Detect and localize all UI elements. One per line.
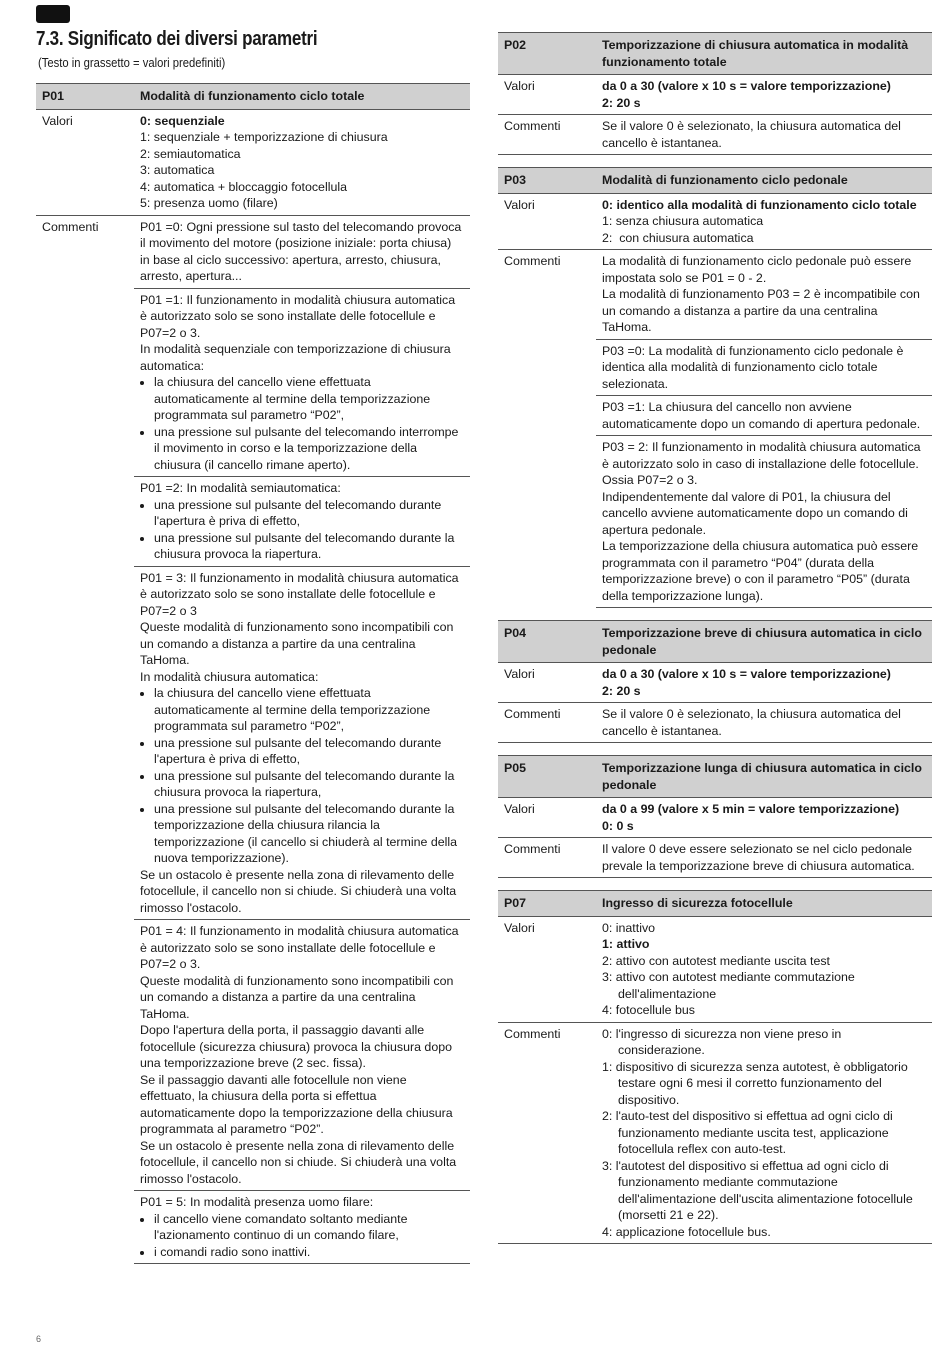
values-label: Valori	[36, 109, 134, 215]
bullet-item: • i comandi radio sono inattivi.	[154, 1244, 464, 1261]
comment-text: Dopo l'apertura della porta, il passaggio davanti alle fotocellule (sicurezza chiusura) provoca la chiusura dopo una temporizzazione breve (2 sec. fissa).	[140, 1023, 456, 1070]
comment-item: 1: dispositivo di sicurezza senza autotest, è obbligatorio testare ogni 6 mesi il corretto funzionamento del dispositivo.	[602, 1059, 908, 1107]
right-column	[498, 32, 932, 1244]
section-title: 7.3. Significato dei diversi parametri	[36, 28, 318, 50]
comment-text: La modalità di funzionamento ciclo pedonale può essere impostata solo se P01 = 0 - 2.	[602, 254, 915, 285]
comment-p01-2	[134, 477, 470, 567]
values-cell	[596, 75, 932, 115]
comments-label: Commenti	[498, 115, 596, 155]
page-number: 6	[36, 1334, 42, 1344]
value-item: 1: senza chiusura automatica	[602, 214, 764, 228]
comment-p01-1	[134, 288, 470, 477]
param-title: Ingresso di sicurezza fotocellule	[596, 891, 932, 917]
comment-item: 3: l'autotest del dispositivo si effettua ad ogni ciclo di funzionamento mediante commutazione dell'alimentazione dell'uscita alimentazione fotocellule (morsetti 21 e 22).	[602, 1158, 913, 1222]
value-item: 5: presenza uomo (filare)	[140, 196, 278, 210]
bullet-item: • una pressione sul pulsante del telecomando durante l'apertura è priva di effetto,	[154, 735, 464, 768]
comment-p01-4	[134, 920, 470, 1191]
values-cell	[596, 916, 932, 1022]
comment-text: P01 = 3: Il funzionamento in modalità chiusura automatica è autorizzato solo se sono installate delle fotocellule e P07=2 o 3	[140, 570, 463, 618]
bullet-item: • una pressione sul pulsante del telecomando interrompe il movimento in corso e la temporizzazione della chiusura (il cancello rimane aperto).	[154, 424, 464, 474]
value-item: 0: inattivo	[602, 920, 656, 935]
param-title: Modalità di funzionamento ciclo totale	[134, 84, 470, 110]
param-code: P04	[498, 621, 596, 663]
param-table-p01	[36, 83, 470, 1264]
value-default: 1: attivo	[602, 937, 650, 951]
bullet-item: • il cancello viene comandato soltanto mediante l'azionamento continuo di un comando filare,	[154, 1211, 464, 1244]
value-item: 2: semiautomatica	[140, 146, 241, 161]
values-label: Valori	[498, 798, 596, 838]
comment-text: P03 = 2: Il funzionamento in modalità chiusura automatica è autorizzato solo in caso di installazione delle fotocellule. Ossia P07=2 o 3.	[602, 440, 925, 487]
comment-p03-a	[596, 250, 932, 340]
param-title: Temporizzazione breve di chiusura automatica in ciclo pedonale	[596, 621, 932, 663]
values-cell	[596, 193, 932, 250]
section-subtitle: (Testo in grassetto = valori predefiniti)	[38, 56, 226, 70]
comment-text: P01 = 5: In modalità presenza uomo filare:	[140, 1195, 374, 1209]
param-table-p03	[498, 167, 932, 608]
value-default: 0: identico alla modalità di funzionamento ciclo totale	[602, 197, 917, 212]
comment-text: Queste modalità di funzionamento sono incompatibili con un comando a distanza a partire da una centralina TaHoma.	[140, 620, 457, 667]
comment-text: In modalità sequenziale con temporizzazione di chiusura automatica:	[140, 342, 455, 373]
bullet-item: • una pressione sul pulsante del telecomando durante l'apertura è priva di effetto,	[154, 497, 464, 530]
comment-text: P01 = 4: Il funzionamento in modalità chiusura automatica è autorizzato solo se sono installate delle fotocellule e P07=2 o 3.	[140, 924, 463, 971]
left-column	[36, 83, 470, 1264]
comment-p01-0: P01 =0: Ogni pressione sul tasto del telecomando provoca il movimento del motore (posizione iniziale: porta chiusa) in base al ciclo successivo: apertura, arresto, chiusura, arresto, apertura...	[134, 215, 470, 288]
value-range: da 0 a 30 (valore x 10 s = valore temporizzazione)	[602, 667, 891, 681]
comment-text: Se il valore 0 è selezionato, la chiusura automatica del cancello è istantanea.	[596, 703, 932, 743]
values-label: Valori	[498, 916, 596, 1022]
param-table-p05	[498, 755, 932, 878]
language-badge	[36, 5, 70, 23]
value-item: 2: attivo con autotest mediante uscita test	[602, 953, 830, 968]
value-item: 4: fotocellule bus	[602, 1003, 695, 1017]
comment-p03-1: P03 =1: La chiusura del cancello non avviene automaticamente dopo un comando di apertura pedonale.	[596, 396, 932, 436]
value-default: 2: 20 s	[602, 683, 641, 698]
param-code: P02	[498, 33, 596, 75]
values-cell	[596, 798, 932, 838]
comment-text: P01 =1: Il funzionamento in modalità chiusura automatica è autorizzato solo se sono installate delle fotocellule e P07=2 o 3.	[140, 292, 459, 340]
value-item: 4: automatica + bloccaggio fotocellula	[140, 179, 347, 194]
value-item: 3: attivo con autotest mediante commutazione dell'alimentazione	[602, 970, 855, 1001]
comment-text: Se un ostacolo è presente nella zona di rilevamento delle fotocellule, il cancello non si chiude. Si chiuderà una volta rimosso l'ostacolo.	[140, 867, 460, 915]
values-label: Valori	[498, 75, 596, 115]
param-title: Modalità di funzionamento ciclo pedonale	[596, 168, 932, 194]
value-default: 0: sequenziale	[140, 113, 225, 128]
comment-p01-5	[134, 1191, 470, 1264]
comment-text: Se il passaggio davanti alle fotocellule non viene effettuato, la chiusura della porta si effettua automaticamente dopo la temporizzazione della chiusura programmata al parametro “P02”.	[140, 1072, 457, 1136]
bullet-item: • la chiusura del cancello viene effettuata automaticamente al termine della temporizzazione programmata sul parametro “P02”,	[154, 374, 464, 424]
comment-item: 4: applicazione fotocellule bus.	[602, 1224, 771, 1239]
value-item: 2: con chiusura automatica	[602, 230, 754, 245]
comments-label: Commenti	[498, 838, 596, 878]
comments-label: Commenti	[498, 1022, 596, 1244]
param-title: Temporizzazione lunga di chiusura automatica in ciclo pedonale	[596, 756, 932, 798]
comment-text: In modalità chiusura automatica:	[140, 669, 319, 684]
value-item: 3: automatica	[140, 163, 215, 177]
param-table-p04	[498, 620, 932, 743]
bullet-item: • una pressione sul pulsante del telecomando durante la temporizzazione della chiusura rilancia la temporizzazione (il cancello si chiuderà al termine della nuova temporizzazione).	[154, 801, 464, 867]
param-code: P01	[36, 84, 134, 110]
value-range: da 0 a 99 (valore x 5 min = valore temporizzazione)	[602, 802, 900, 816]
comment-p01-3	[134, 566, 470, 920]
param-table-p07	[498, 890, 932, 1244]
comments-label: Commenti	[504, 254, 561, 268]
values-label: Valori	[498, 193, 596, 250]
comment-text: Il valore 0 deve essere selezionato se nel ciclo pedonale prevale la temporizzazione breve di chiusura automatica.	[596, 838, 932, 878]
bullet-item: • una pressione sul pulsante del telecomando durante la chiusura provoca la riapertura.	[154, 530, 464, 563]
comment-text: Se un ostacolo è presente nella zona di rilevamento delle fotocellule, il cancello non si chiude. Si chiuderà una volta rimosso l'ostacolo.	[140, 1138, 460, 1186]
comment-text: Se il valore 0 è selezionato, la chiusura automatica del cancello è istantanea.	[596, 115, 932, 155]
values-label: Valori	[498, 663, 596, 703]
comment-text: La modalità di funzionamento P03 = 2 è incompatibile con un comando a distanza a partire da una centralina TaHoma.	[602, 287, 924, 334]
comment-p03-2	[596, 436, 932, 608]
values-cell	[596, 663, 932, 703]
param-code: P03	[498, 168, 596, 194]
param-title: Temporizzazione di chiusura automatica in modalità funzionamento totale	[596, 33, 932, 75]
value-item: 1: sequenziale + temporizzazione di chiusura	[140, 130, 388, 144]
bullet-item: • una pressione sul pulsante del telecomando durante la chiusura provoca la riapertura,	[154, 768, 464, 801]
bullet-item: • la chiusura del cancello viene effettuata automaticamente al termine della temporizzazione programmata sul parametro “P02”,	[154, 685, 464, 735]
value-default: 0: 0 s	[602, 818, 634, 833]
value-default: 2: 20 s	[602, 95, 641, 110]
comment-text: La temporizzazione della chiusura automatica può essere programmata con il parametro “P04” (durata della temporizzazione breve) o con il parametro “P05” (durata della temporizzazione lunga).	[602, 539, 922, 603]
values-cell	[134, 109, 470, 215]
comment-text: Indipendentemente dal valore di P01, la chiusura del cancello avviene automaticamente dopo un comando di apertura pedonale.	[602, 489, 912, 537]
comment-item: 0: l'ingresso di sicurezza non viene preso in considerazione.	[602, 1026, 842, 1057]
param-table-p02	[498, 32, 932, 155]
comments-cell	[596, 1022, 932, 1244]
param-code: P05	[498, 756, 596, 798]
comment-p03-0: P03 =0: La modalità di funzionamento ciclo pedonale è identica alla modalità di funzionamento ciclo totale selezionata.	[596, 339, 932, 396]
comments-label: Commenti	[42, 219, 99, 234]
comment-text: Queste modalità di funzionamento sono incompatibili con un comando a distanza a partire da una centralina TaHoma.	[140, 973, 457, 1021]
comment-item: 2: l'auto-test del dispositivo si effettua ad ogni ciclo di funzionamento mediante uscita test, applicazione fotocellula reflex con auto-test.	[602, 1109, 893, 1156]
comments-label: Commenti	[498, 703, 596, 743]
value-range: da 0 a 30 (valore x 10 s = valore temporizzazione)	[602, 79, 891, 93]
param-code: P07	[498, 891, 596, 917]
comment-text: P01 =2: In modalità semiautomatica:	[140, 481, 341, 495]
